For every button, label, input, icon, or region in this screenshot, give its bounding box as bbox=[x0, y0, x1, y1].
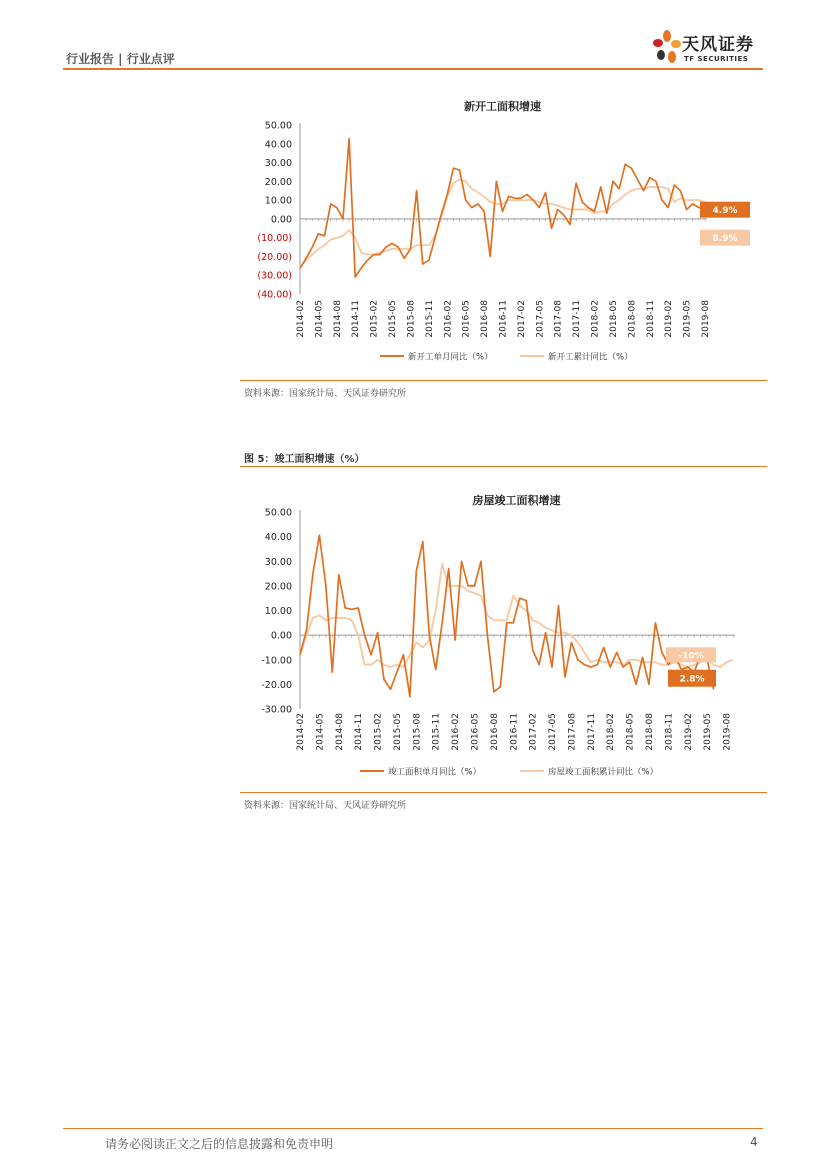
series-line-monthly bbox=[300, 139, 705, 277]
legend-label: 竣工面积单月同比（%） bbox=[388, 767, 482, 778]
x-tick-label: 2014-02 bbox=[296, 713, 306, 751]
report-category: 行业报告 | 行业点评 bbox=[66, 52, 175, 66]
x-tick-label: 2019-08 bbox=[701, 300, 711, 338]
x-tick-label: 2018-02 bbox=[590, 300, 601, 338]
y-tick-label: -20.00 bbox=[261, 679, 292, 691]
y-tick-label: 20.00 bbox=[264, 581, 292, 593]
x-tick-label: 2014-11 bbox=[354, 713, 365, 751]
x-tick-label: 2018-05 bbox=[608, 300, 619, 338]
legend-label: 房屋竣工面积累计同比（%） bbox=[548, 767, 659, 778]
x-tick-label: 2016-08 bbox=[489, 713, 500, 751]
x-tick-label: 2019-08 bbox=[722, 713, 733, 751]
x-tick-label: 2015-02 bbox=[369, 300, 380, 338]
x-tick-label: 2018-11 bbox=[664, 713, 675, 751]
y-tick-label: 30.00 bbox=[264, 158, 292, 170]
series-line-cumulative bbox=[300, 180, 705, 267]
x-tick-label: 2016-02 bbox=[451, 713, 462, 751]
header-divider bbox=[63, 68, 763, 70]
chart1-source: 资料来源：国家统计局、天风证券研究所 bbox=[244, 389, 407, 399]
x-tick-label: 2015-02 bbox=[373, 713, 384, 751]
x-tick-label: 2018-02 bbox=[606, 713, 617, 751]
logo-subtitle: TF SECURITIES bbox=[684, 55, 749, 63]
x-tick-label: 2017-11 bbox=[572, 300, 583, 338]
legend-label: 新开工单月同比（%） bbox=[408, 352, 493, 363]
chart1-top-divider bbox=[240, 380, 767, 381]
y-tick-label: (30.00) bbox=[257, 270, 292, 282]
chart-title: 房屋竣工面积增速 bbox=[472, 494, 561, 507]
x-tick-label: 2016-05 bbox=[461, 300, 472, 338]
x-tick-label: 2014-05 bbox=[314, 300, 325, 338]
y-tick-label: (10.00) bbox=[257, 233, 292, 245]
x-tick-label: 2019-05 bbox=[682, 300, 693, 338]
x-tick-label: 2016-11 bbox=[498, 300, 509, 338]
figure-5-title: 图 5：竣工面积增速（%） bbox=[244, 454, 365, 465]
new-construction-chart bbox=[240, 92, 767, 377]
x-tick-label: 2017-02 bbox=[516, 300, 527, 338]
x-tick-label: 2018-08 bbox=[644, 713, 655, 751]
legend-label: 新开工累计同比（%） bbox=[548, 352, 633, 363]
x-tick-label: 2017-08 bbox=[567, 713, 578, 751]
x-tick-label: 2017-05 bbox=[535, 300, 546, 338]
logo-name: 天风证券 bbox=[682, 35, 754, 55]
annotation-label: 8.9% bbox=[712, 234, 738, 245]
y-tick-label: 10.00 bbox=[264, 606, 292, 617]
annotation-label: 2.8% bbox=[679, 674, 705, 685]
x-tick-label: 2015-05 bbox=[388, 300, 399, 338]
y-tick-label: 30.00 bbox=[264, 556, 292, 568]
y-tick-label: 10.00 bbox=[264, 195, 292, 207]
x-tick-label: 2015-11 bbox=[424, 300, 435, 338]
y-tick-label: 40.00 bbox=[264, 139, 292, 151]
page-header bbox=[0, 0, 827, 72]
x-tick-label: 2015-05 bbox=[392, 713, 403, 751]
x-tick-label: 2014-02 bbox=[296, 300, 306, 338]
y-tick-label: 50.00 bbox=[264, 507, 292, 519]
x-tick-label: 2014-08 bbox=[332, 300, 343, 338]
chart2-source: 资料来源：国家统计局、天风证券研究所 bbox=[244, 801, 407, 811]
y-tick-label: (20.00) bbox=[257, 251, 292, 263]
footer-disclaimer: 请务必阅读正文之后的信息披露和免责申明 bbox=[105, 1137, 334, 1151]
chart-title: 新开工面积增速 bbox=[464, 100, 541, 113]
x-tick-label: 2019-05 bbox=[703, 713, 714, 751]
x-tick-label: 2016-11 bbox=[509, 713, 520, 751]
x-tick-label: 2014-11 bbox=[351, 300, 362, 338]
completion-area-chart bbox=[240, 480, 767, 790]
x-tick-label: 2017-05 bbox=[548, 713, 559, 751]
y-tick-label: 40.00 bbox=[264, 532, 292, 544]
y-tick-label: -10.00 bbox=[261, 655, 292, 667]
x-tick-label: 2015-11 bbox=[431, 713, 442, 751]
footer-divider bbox=[63, 1128, 763, 1129]
x-tick-label: 2019-02 bbox=[664, 300, 675, 338]
y-tick-label: -30.00 bbox=[261, 704, 292, 716]
x-tick-label: 2017-11 bbox=[586, 713, 597, 751]
x-tick-label: 2016-08 bbox=[480, 300, 491, 338]
x-tick-label: 2014-08 bbox=[334, 713, 345, 751]
x-tick-label: 2017-08 bbox=[553, 300, 564, 338]
y-tick-label: 0.00 bbox=[270, 214, 292, 226]
x-tick-label: 2015-08 bbox=[412, 713, 423, 751]
company-logo bbox=[650, 28, 765, 70]
annotation-label: 4.9% bbox=[712, 206, 738, 217]
x-tick-label: 2016-05 bbox=[470, 713, 481, 751]
chart2-bottom-divider bbox=[240, 792, 767, 793]
y-tick-label: 20.00 bbox=[264, 176, 292, 188]
y-tick-label: 0.00 bbox=[270, 630, 292, 642]
x-tick-label: 2015-08 bbox=[406, 300, 417, 338]
x-tick-label: 2018-11 bbox=[645, 300, 656, 338]
y-tick-label: (40.00) bbox=[257, 289, 292, 301]
series-line-monthly bbox=[300, 535, 714, 696]
x-tick-label: 2019-02 bbox=[683, 713, 694, 751]
page-number: 4 bbox=[750, 1135, 758, 1149]
y-tick-label: 50.00 bbox=[264, 120, 292, 132]
annotation-label: -10% bbox=[678, 651, 704, 662]
chart2-title-divider bbox=[240, 466, 767, 467]
x-tick-label: 2018-08 bbox=[627, 300, 638, 338]
logo-flower-icon bbox=[650, 28, 682, 70]
x-tick-label: 2017-02 bbox=[528, 713, 539, 751]
x-tick-label: 2018-05 bbox=[625, 713, 636, 751]
x-tick-label: 2016-02 bbox=[443, 300, 454, 338]
x-tick-label: 2014-05 bbox=[315, 713, 326, 751]
